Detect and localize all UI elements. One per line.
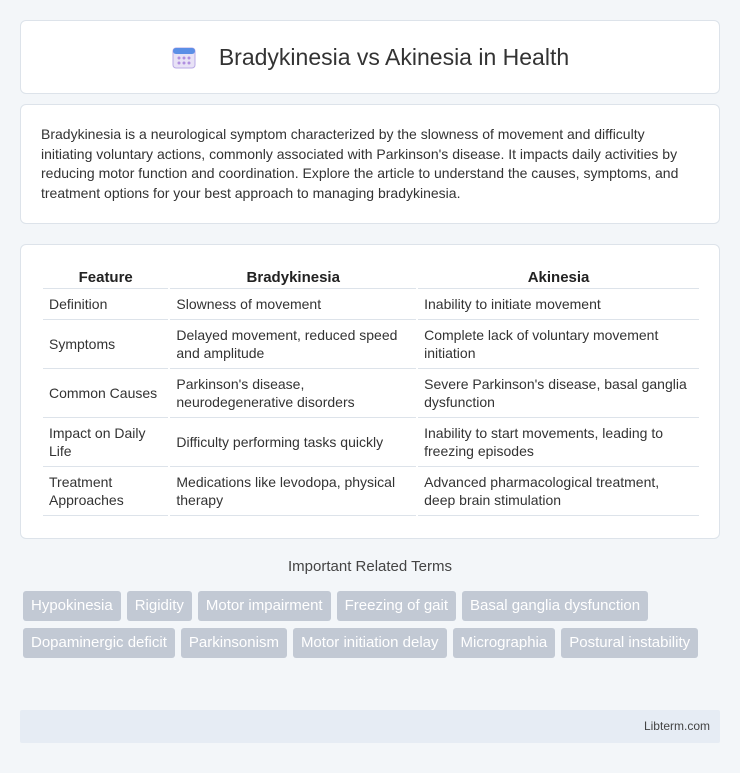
table-row [43,320,699,369]
table-cell: Delayed movement, reduced speed and amplitude [170,320,416,369]
related-term-tag[interactable]: Freezing of gait [337,591,456,621]
table-cell: Inability to start movements, leading to freezing episodes [418,418,699,467]
page-title: Bradykinesia vs Akinesia in Health [218,43,570,70]
table-row [43,467,699,516]
related-term-tag[interactable]: Motor impairment [198,591,331,621]
table-cell: Severe Parkinson's disease, basal ganglia dysfunction [418,369,699,418]
table-cell: Complete lack of voluntary movement initiation [418,320,699,369]
table-cell: Difficulty performing tasks quickly [170,418,416,467]
table-cell: Inability to initiate movement [418,289,699,320]
table-cell: Medications like levodopa, physical therapy [170,467,416,516]
related-term-tag[interactable]: Basal ganglia dysfunction [462,591,648,621]
related-term-tag[interactable]: Dopaminergic deficit [23,628,175,658]
table-cell: Definition [43,289,168,320]
comparison-table [41,265,701,516]
table-row [43,369,699,418]
related-term-tag[interactable]: Micrographia [453,628,556,658]
related-term-tag[interactable]: Hypokinesia [23,591,121,621]
intro-text: Bradykinesia is a neurological symptom characterized by the slowness of movement and difficulty initiating voluntary actions, commonly associated with Parkinson's disease. It impacts daily activities by reducing motor function and coordination. Explore the article to understand the causes, symptoms, and treatment options for your best approach to managing bradykinesia. [41,126,679,201]
table-cell: Slowness of movement [170,289,416,320]
header-card [20,20,720,94]
related-terms-title: Important Related Terms [288,558,452,575]
column-header: Bradykinesia [170,265,416,289]
table-cell: Symptoms [43,320,168,369]
table-cell: Advanced pharmacological treatment, deep brain stimulation [418,467,699,516]
related-term-tag[interactable]: Motor initiation delay [293,628,447,658]
table-cell: Common Causes [43,369,168,418]
table-row [43,289,699,320]
footer-site-link[interactable]: Libterm.com [643,719,710,733]
footer [20,710,720,743]
related-terms-list [23,591,703,658]
column-header: Feature [43,265,168,289]
table-row [43,418,699,467]
comparison-table-card [20,244,720,539]
related-term-tag[interactable]: Parkinsonism [181,628,287,658]
calendar-icon [171,44,197,70]
related-term-tag[interactable]: Rigidity [127,591,192,621]
table-cell: Impact on Daily Life [43,418,168,467]
table-cell: Treatment Approaches [43,467,168,516]
table-cell: Parkinson's disease, neurodegenerative disorders [170,369,416,418]
related-term-tag[interactable]: Postural instability [561,628,698,658]
intro-card [20,104,720,224]
table-header-row [43,265,699,289]
column-header: Akinesia [418,265,699,289]
